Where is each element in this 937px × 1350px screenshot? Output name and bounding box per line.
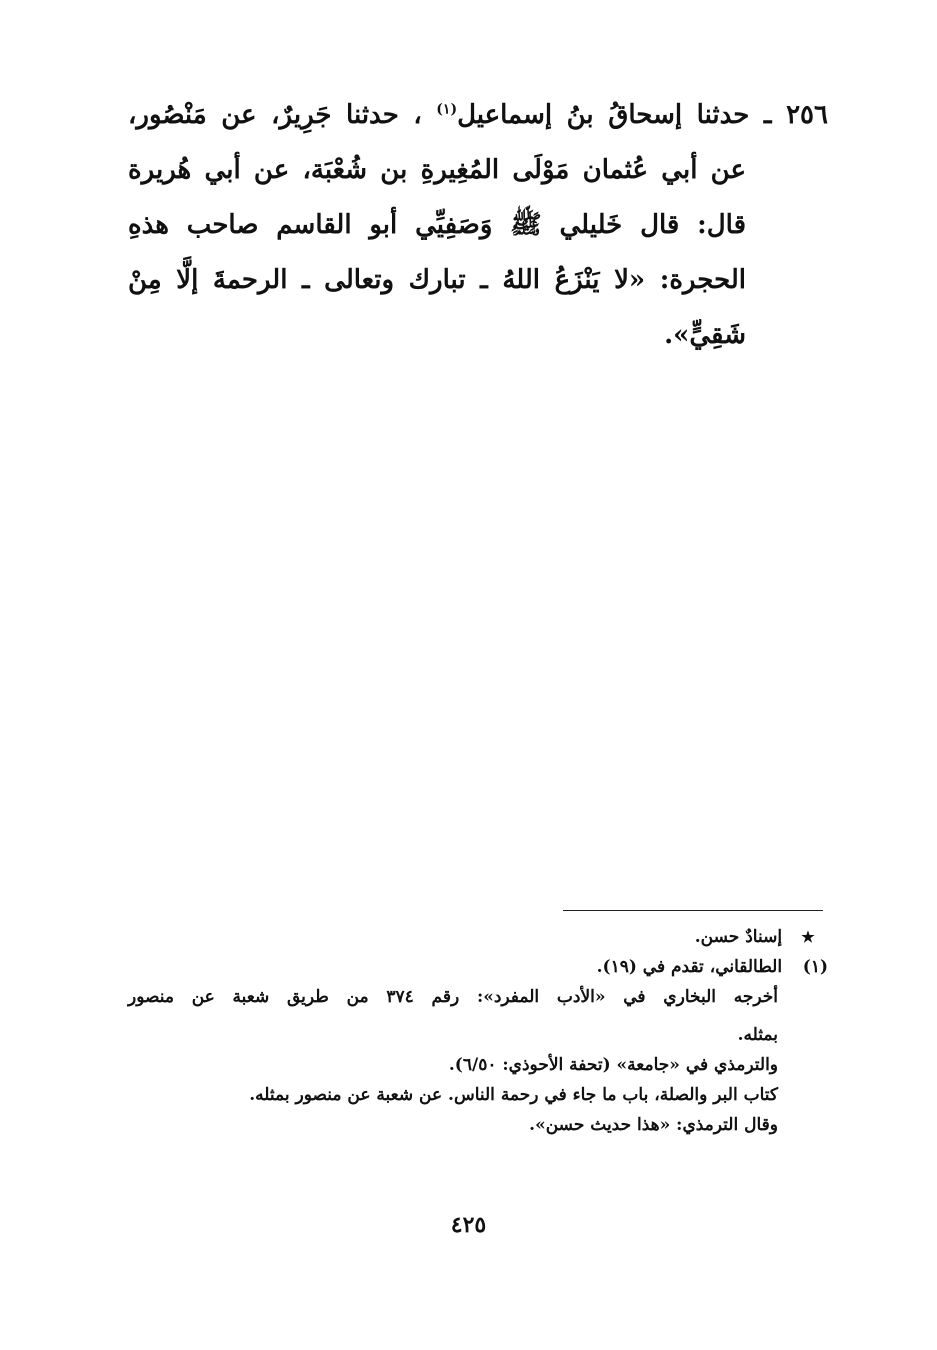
footnote-1 [128, 952, 828, 982]
hadith-line-1-text: ٢٥٦ ـ حدثنا إسحاقُ بنُ إسماعيل [457, 100, 828, 130]
hadith-line-1 [128, 88, 828, 143]
hadith-line-4: الحجرة: «لا يَنْزَعُ اللهُ ـ تبارك وتعالى ـ الرحمةَ إلَّا مِنْ [128, 265, 746, 295]
hadith-line-3: قال: قال خَليلي ﷺ وَصَفِيِّي أبو القاسم صاحب هذهِ [128, 210, 746, 240]
footnote-separator [563, 910, 823, 911]
takhrij-line-1: أخرجه البخاري في «الأدب المفرد»: رقم ٣٧٤ من طريق شعبة عن منصور [128, 987, 779, 1007]
takhrij-line-5: وقال الترمذي: «هذا حديث حسن». [529, 1115, 778, 1135]
footnotes [128, 922, 828, 1140]
takhrij-line-2: بمثله. [737, 1025, 778, 1045]
hadith-line-5: شَقِيٍّ». [664, 320, 746, 350]
star-icon: ★ [801, 928, 815, 946]
hadith-line-2: عن أبي عُثمان مَوْلَى المُغِيرةِ بن شُعْبَة، عن أبي هُريرة [128, 155, 746, 185]
takhrij-line-4: كتاب البر والصلة، باب ما جاء في رحمة الناس. عن شعبة عن منصور بمثله. [249, 1085, 778, 1105]
page-number: ٤٢٥ [450, 1212, 487, 1238]
takhrij-line-3: والترمذي في «جامعة» (تحفة الأحوذي: ٦/٥٠). [448, 1055, 778, 1075]
hadith-text [128, 88, 828, 363]
footnote-1-number: (١) [802, 957, 828, 977]
footnote-star [128, 922, 828, 952]
footnote-1-text: الطالقاني، تقدم في (١٩). [596, 957, 783, 977]
hadith-line-1-tail: ، حدثنا جَرِيرٌ، عن مَنْصُور، [128, 100, 422, 130]
footnote-reference: (١) [436, 101, 458, 118]
isnad-grading: إسنادٌ حسن. [694, 927, 783, 947]
